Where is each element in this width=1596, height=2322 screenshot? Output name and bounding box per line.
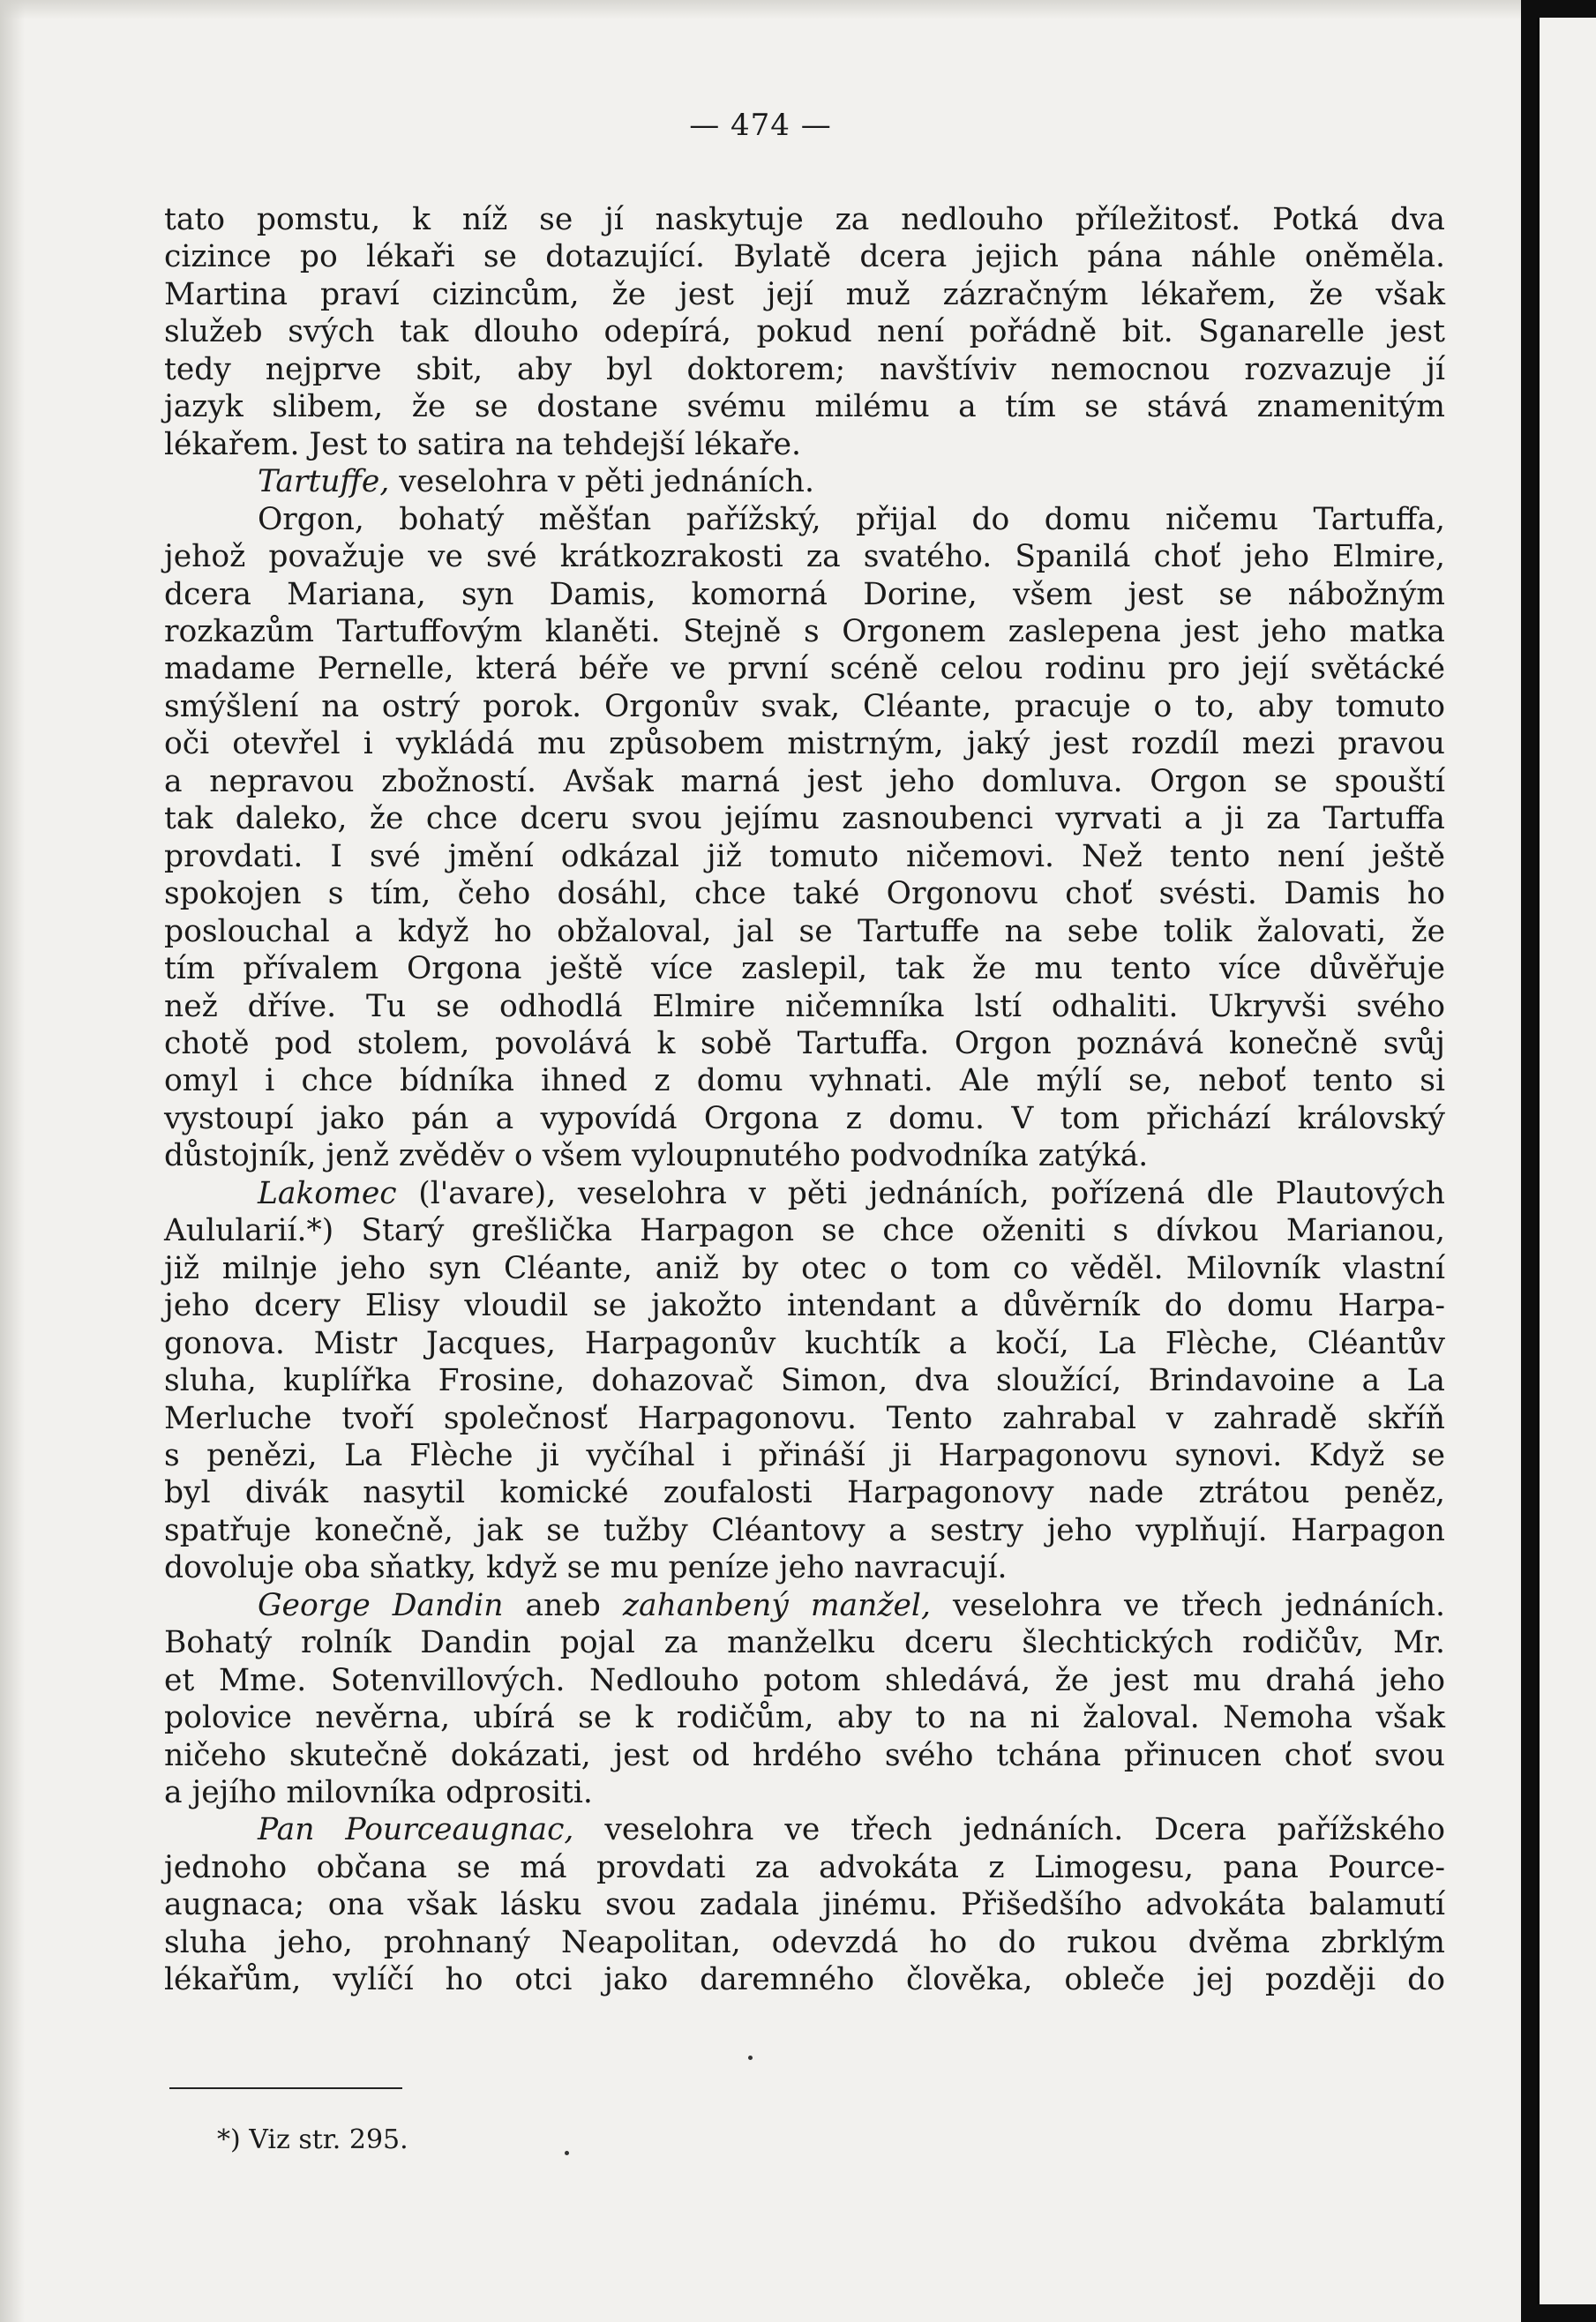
text-line: sluha jeho, prohnaný Neapolitan, odevzdá ho do rukou dvěma zbrklým <box>164 1924 1445 1960</box>
text-line <box>164 463 1445 500</box>
text-line: Bohatý rolník Dandin pojal za manželku dceru šlechtických rodičův, Mr. <box>164 1625 1445 1661</box>
text-line: dovoluje oba sňatky, když se mu peníze jeho navracují. <box>164 1550 1008 1586</box>
page-number: — 474 — <box>689 108 832 143</box>
text-line: et Mme. Sotenvillových. Nedlouho potom shledává, že jest mu drahá jeho <box>164 1662 1445 1698</box>
text-line: Aulularií.*) Starý grešlička Harpagon se chce oženiti s dívkou Marianou, <box>164 1213 1445 1249</box>
text-line: jehož považuje ve své krátkozrakosti za svatého. Spanilá choť jeho Elmire, <box>164 539 1445 575</box>
text-span: aneb <box>525 1587 601 1623</box>
text-line: spokojen s tím, čeho dosáhl, chce také Orgonovu choť svésti. Damis ho <box>164 876 1445 912</box>
text-span: veselohra ve třech jednáních. Dcera pařížského <box>604 1812 1445 1848</box>
text-line: jednoho občana se má provdati za advokáta z Limogesu, pana Pource- <box>164 1849 1445 1885</box>
footnote: *) Viz str. 295. <box>217 2124 408 2155</box>
body-text <box>164 201 1445 1999</box>
text-line: tedy nejprve sbit, aby byl doktorem; navštíviv nemocnou rozvazuje jí <box>164 351 1445 387</box>
play-subtitle: zahanbený manžel, <box>622 1587 931 1623</box>
text-line: dcera Mariana, syn Damis, komorná Dorine, všem jest se nábožným <box>164 576 1445 612</box>
text-line: jazyk slibem, že se dostane svému milému a tím se stává znamenitým <box>164 389 1445 425</box>
paragraph-lakomec <box>164 1175 1445 1587</box>
text-line <box>164 1811 1445 1848</box>
scan-left-shadow <box>0 0 25 2322</box>
text-line: oči otevřel i vykládá mu způsobem mistrným, jaký jest rozdíl mezi pravou <box>164 726 1445 762</box>
text-line: Merluche tvoří společnosť Harpagonovu. Tento zahrabal v zahradě skříň <box>164 1400 1445 1436</box>
scan-top-shadow <box>0 0 1521 19</box>
text-line: omyl i chce bídníka ihned z domu vyhnati. Ale mýlí se, neboť tento si <box>164 1063 1445 1099</box>
text-line: ničeho skutečně dokázati, jest od hrdého svého tchána přinucen choť svou <box>164 1737 1445 1773</box>
paragraph-george-dandin <box>164 1587 1445 1812</box>
text-line: sluha, kuplířka Frosine, dohazovač Simon, dva sloužící, Brindavoine a La <box>164 1363 1445 1399</box>
play-title: Lakomec <box>258 1175 397 1211</box>
text-line: jeho dcery Elisy vloudil se jakožto intendant a důvěrník do domu Harpa- <box>164 1288 1445 1324</box>
text-line: s penězi, La Flèche ji vyčíhal i přináší ji Harpagonovu synovi. Když se <box>164 1437 1445 1473</box>
adjacent-page-edge <box>1537 18 1596 2304</box>
text-line: chotě pod stolem, povolává k sobě Tartuffa. Orgon poznává konečně svůj <box>164 1025 1445 1061</box>
text-line: lékařem. Jest to satira na tehdejší lékaře. <box>164 426 802 462</box>
text-line: než dříve. Tu se odhodlá Elmire ničemníka lstí odhaliti. Ukryvši svého <box>164 988 1445 1024</box>
text-line: a nepravou zbožností. Avšak marná jest jeho domluva. Orgon se spouští <box>164 763 1445 799</box>
text-line: tato pomstu, k níž se jí naskytuje za nedlouho příležitosť. Potká dva <box>164 202 1445 237</box>
text-line: gonova. Mistr Jacques, Harpagonův kuchtík a kočí, La Flèche, Cléantův <box>164 1325 1445 1361</box>
text-line: polovice nevěrna, ubírá se k rodičům, aby to na ni žaloval. Nemoha však <box>164 1700 1445 1736</box>
play-title: George Dandin <box>258 1587 504 1623</box>
print-speck <box>565 2151 569 2155</box>
text-span: veselohra v pěti jednáních. <box>399 464 814 500</box>
text-span: (l'avare), veselohra v pěti jednáních, pořízená dle Plautových <box>418 1175 1446 1211</box>
text-line: Martina praví cizincům, že jest její muž zázračným lékařem, že však <box>164 276 1445 312</box>
text-line: důstojník, jenž zvěděv o všem vyloupnutého podvodníka zatýká. <box>164 1138 1149 1174</box>
paragraph-continuation <box>164 201 1445 463</box>
play-title: Pan Pourceaugnac, <box>258 1812 574 1848</box>
text-line: madame Pernelle, která béře ve první scéně celou rodinu pro její světácké <box>164 651 1445 687</box>
text-line: vystoupí jako pán a vypovídá Orgona z domu. V tom přichází královský <box>164 1100 1445 1136</box>
text-line: rozkazům Tartuffovým klaněti. Stejně s Orgonem zaslepena jest jeho matka <box>164 613 1445 649</box>
paragraph-tartuffe-heading <box>164 463 1445 500</box>
print-speck <box>748 2056 753 2060</box>
text-line: poslouchal a když ho obžaloval, jal se Tartuffe na sebe tolik žalovati, že <box>164 913 1445 949</box>
text-line: augnaca; ona však lásku svou zadala jinému. Přišedšího advokáta balamutí <box>164 1887 1445 1923</box>
text-line: Orgon, bohatý měšťan pařížský, přijal do domu ničemu Tartuffa, <box>258 501 1445 537</box>
text-line: cizince po lékaři se dotazující. Bylatě dcera jejich pána náhle oněměla. <box>164 239 1445 275</box>
text-line: tím přívalem Orgona ještě více zaslepil, tak že mu tento více důvěřuje <box>164 951 1445 987</box>
text-span: veselohra ve třech jednáních. <box>952 1587 1446 1623</box>
play-title: Tartuffe, <box>258 464 390 500</box>
text-line: a jejího milovníka odprositi. <box>164 1775 593 1811</box>
text-line: byl divák nasytil komické zoufalosti Harpagonovy nade ztrátou peněz, <box>164 1475 1445 1511</box>
text-line: již milnje jeho syn Cléante, aniž by otec o tom co věděl. Milovník vlastní <box>164 1250 1445 1286</box>
text-line: tak daleko, že chce dceru svou jejímu zasnoubenci vyrvati a ji za Tartuffa <box>164 801 1445 837</box>
text-line: lékařům, vylíčí ho otci jako daremného člověka, obleče jej později do <box>164 1962 1445 1998</box>
text-line <box>164 1587 1445 1624</box>
paragraph-pourceaugnac <box>164 1811 1445 1998</box>
text-line: spatřuje konečně, jak se tužby Cléantovy a sestry jeho vyplňují. Harpagon <box>164 1512 1445 1548</box>
text-line: provdati. I své jmění odkázal již tomuto ničemovi. Než tento není ještě <box>164 838 1445 874</box>
text-line: služeb svých tak dlouho odepírá, pokud není pořádně bit. Sganarelle jest <box>164 314 1445 350</box>
text-line: smýšlení na ostrý porok. Orgonův svak, Cléante, pracuje o to, aby tomuto <box>164 688 1445 724</box>
footnote-divider <box>169 2087 402 2089</box>
paragraph-tartuffe-synopsis <box>164 501 1445 1175</box>
text-line <box>164 1175 1445 1212</box>
